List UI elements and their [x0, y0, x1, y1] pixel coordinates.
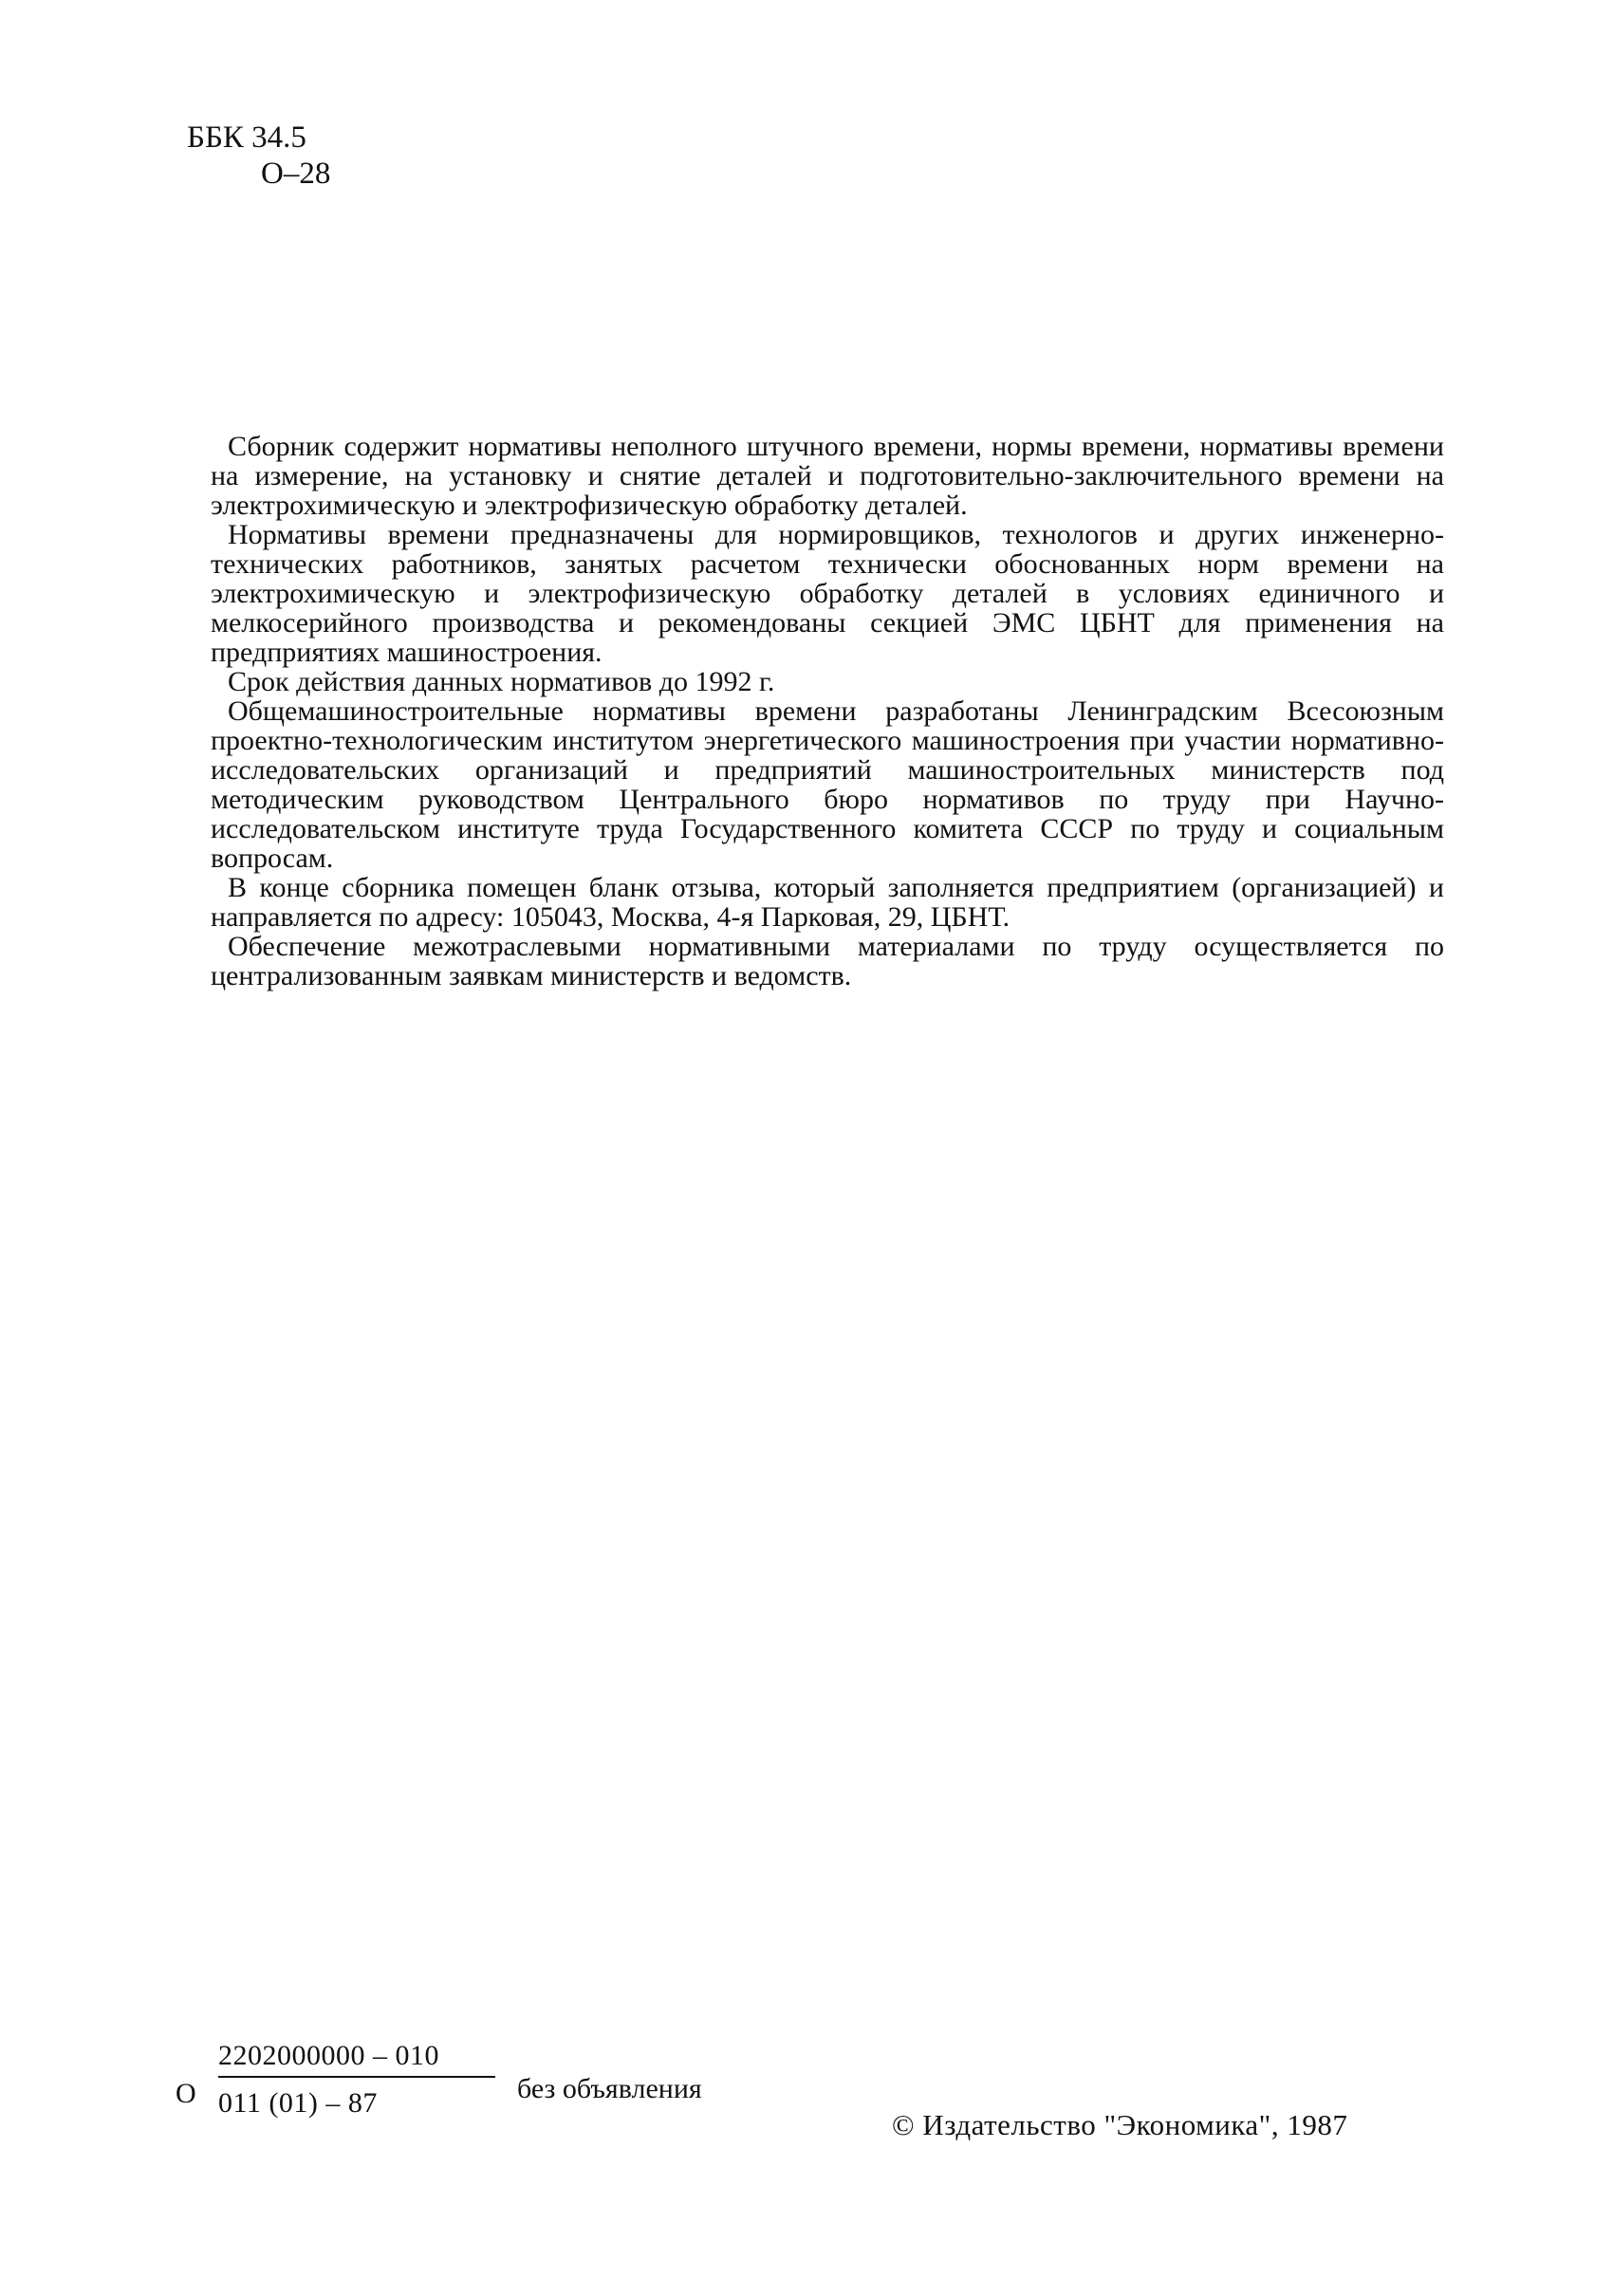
- imprint-fraction: [218, 2040, 495, 2120]
- author-sign: О–28: [261, 157, 331, 191]
- annotation-text: [211, 432, 1444, 991]
- imprint-numerator: 2202000000 – 010: [218, 2040, 495, 2078]
- paragraph-distribution: Обеспечение межотраслевыми нормативными материалами по труду осуществляется по централизованным заявкам министерств и ведомств.: [211, 931, 1444, 991]
- bbk-code: ББК 34.5: [187, 120, 306, 155]
- paragraph-contents: Сборник содержит нормативы неполного штучного времени, нормы времени, нормативы времени на измерение, на установку и снятие деталей и подготовительно-заключительного времени на электрохимическую и электрофизическую обработку деталей.: [211, 431, 1444, 521]
- paragraph-feedback: В конце сборника помещен бланк отзыва, который заполняется предприятием (организацией) и направляется по адресу: 105043, Москва, 4-я Парковая, 29, ЦБНТ.: [211, 872, 1444, 933]
- imprint-code: [176, 2040, 840, 2144]
- copyright-notice: © Издательство "Экономика", 1987: [892, 2108, 1348, 2141]
- imprint-note: без объявления: [517, 2073, 702, 2104]
- paragraph-validity: Срок действия данных нормативов до 1992 г.: [228, 666, 775, 697]
- paragraph-developers: Общемашиностроительные нормативы времени разработаны Ленинградским Всесоюзным проектно-технологическим институтом энергетического машиностроения при участии нормативно-исследовательских организаций и предприятий машиностроительных министерств под методическим руководством Центрального бюро нормативов по труду при Научно-исследовательском институте труда Государственного комитета СССР по труду и социальным вопросам.: [211, 695, 1444, 874]
- imprint-denominator: 011 (01) – 87: [218, 2087, 378, 2119]
- imprint-prefix: О: [176, 2078, 196, 2109]
- paragraph-purpose: Нормативы времени предназначены для нормировщиков, технологов и других инженерно-технических работников, занятых расчетом технически обоснованных норм времени на электрохимическую и электрофизическую обработку деталей в условиях единичного и мелкосерийного производства и рекомендованы секцией ЭМС ЦБНТ для применения на предприятиях машиностроения.: [211, 519, 1444, 668]
- bbk-classification: [187, 120, 330, 192]
